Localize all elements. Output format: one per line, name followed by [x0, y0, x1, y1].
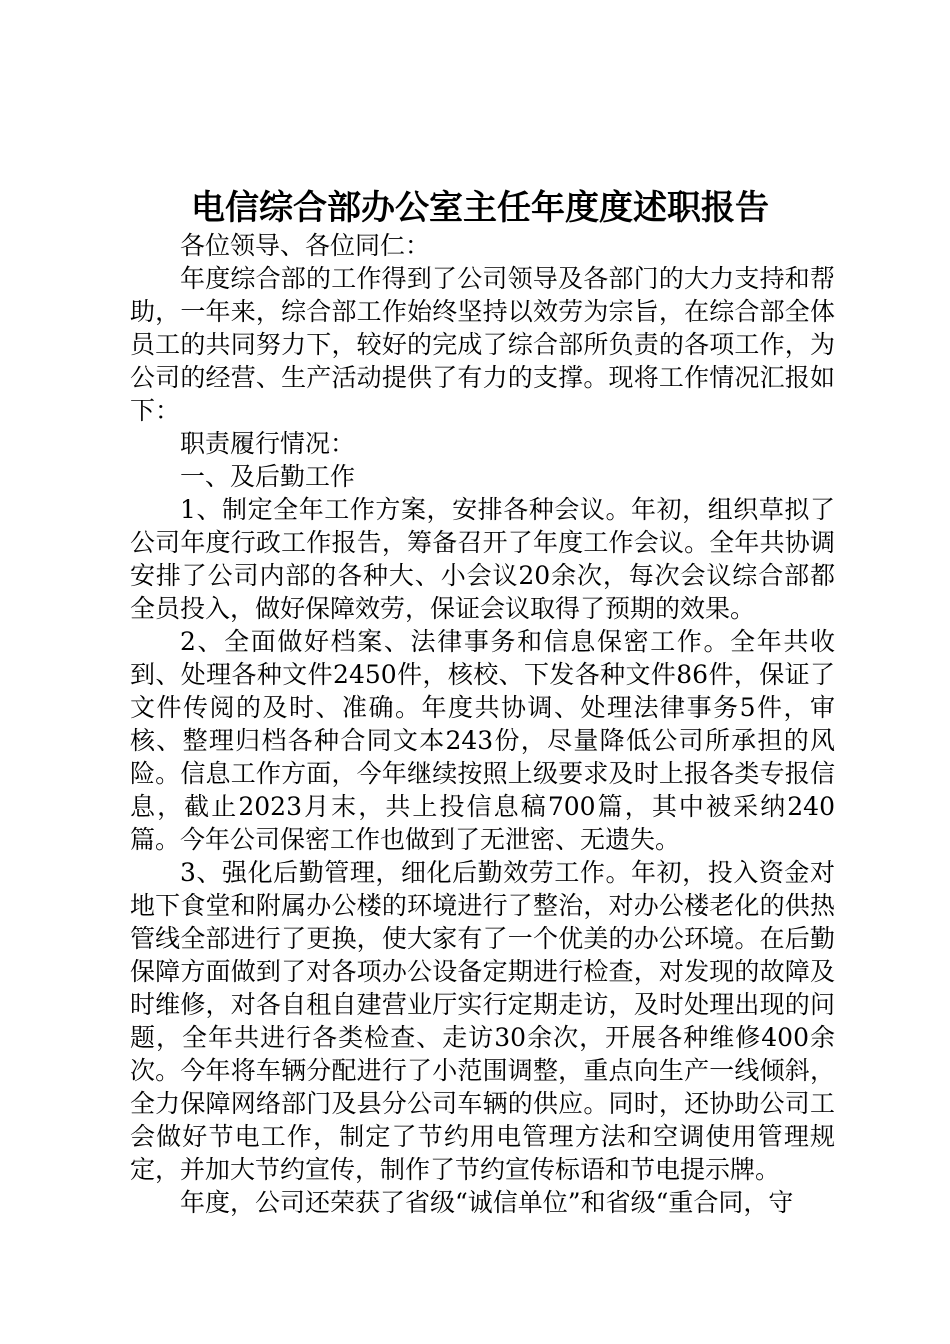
salutation: 各位领导、各位同仁：: [180, 231, 431, 260]
intro-paragraph: 年度综合部的工作得到了公司领导及各部门的大力支持和帮助，一年来，综合部工作始终坚持以效劳为宗旨，在综合部全体员工的共同努力下，较好的完成了综合部所负责的各项工作，为公司的经营、生产活动提供了有力的支撑。现将工作情况汇报如下：: [130, 264, 835, 425]
paragraph-item-2: 2、全面做好档案、法律事务和信息保密工作。全年共收到、处理各种文件2450件，核校、下发各种文件86件，保证了文件传阅的及时、准确。年度共协调、处理法律事务5件，审核、整理归档各种合同文本243份，尽量降低公司所承担的风险。信息工作方面，今年继续按照上级要求及时上报各类专报信息，截止2023月末，共上投信息稿700篇，其中被采纳240篇。今年公司保密工作也做到了无泄密、无遗失。: [130, 627, 835, 854]
section-heading: 职责履行情况：: [180, 429, 356, 458]
paragraph-item-1: 1、制定全年工作方案，安排各种会议。年初，组织草拟了公司年度行政工作报告，筹备召开了年度工作会议。全年共协调安排了公司内部的各种大、小会议20余次，每次会议综合部都全员投入，做好保障效劳，保证会议取得了预期的效果。: [130, 495, 835, 623]
document-title: 电信综合部办公室主任年度度述职报告: [191, 188, 769, 228]
subsection-heading: 一、及后勤工作: [180, 462, 356, 491]
paragraph-item-3: 3、强化后勤管理，细化后勤效劳工作。年初，投入资金对地下食堂和附属办公楼的环境进行了整治，对办公楼老化的供热管线全部进行了更换，使大家有了一个优美的办公环境。在后勤保障方面做到了对各项办公设备定期进行检查，对发现的故障及时维修，对各自租自建营业厅实行定期走访，及时处理出现的问题，全年共进行各类检查、走访30余次，开展各种维修400余次。今年将车辆分配进行了小范围调整，重点向生产一线倾斜，全力保障网络部门及县分公司车辆的供应。同时，还协助公司工会做好节电工作，制定了节约用电管理方法和空调使用管理规定，并加大节约宣传，制作了节约宣传标语和节电提示牌。: [130, 858, 835, 1184]
document-body: [130, 229, 835, 1219]
closing-paragraph: 年度，公司还荣获了省级“诚信单位”和省级“重合同，守: [180, 1188, 794, 1217]
